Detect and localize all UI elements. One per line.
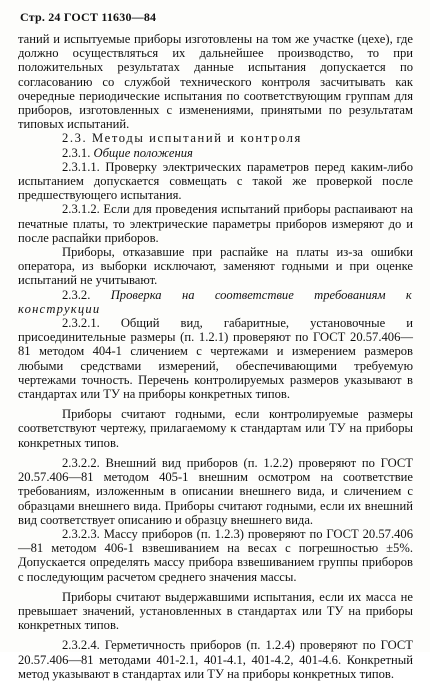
- paragraph-2-3-2-1: 2.3.2.1. Общий вид, габаритные, установочные и присоединительные размеры (п. 1.2.1) проверяют по ГОСТ 20.57.406—81 методом 404-1 сличением с чертежами и измерением размеров любыми средствами измерений, обеспечивающими требуемую чертежами точность. Перечень контролируемых размеров указывают в стандартах или ТУ на приборы конкретных типов.: [18, 316, 413, 402]
- page-header: [20, 10, 156, 25]
- paragraph-2-3-2-3-note: Приборы считают выдержавшими испытания, если их масса не превышает значений, установленных в стандартах или ТУ на приборы конкретных типов.: [18, 589, 413, 633]
- subsection-title: Общие положения: [93, 145, 193, 160]
- subsection-number: 2.3.2.: [62, 287, 91, 302]
- paragraph-2-3-2-1-note: Приборы считают годными, если контролируемые размеры соответствуют чертежу, прилагаемому к стандартам или ТУ на приборы конкретных типов.: [18, 407, 413, 450]
- subsection-title-a: Проверка на соответствие требованиям: [110, 287, 386, 302]
- paragraph-continuation: таний и испытуемые приборы изготовлены на том же участке (цехе), где должно осуществляться их дальнейшее производство, то при положительных результатах данные испытания допускается по согласованию со службой технического контроля засчитывать как очередные периодические испытания по соответствующим группам для приборов, изготовленных с изменениями, принятыми по результатам типовых испытаний.: [18, 32, 413, 132]
- page-number: Стр. 24: [20, 10, 61, 24]
- subsection-heading-2-3-2: [18, 288, 413, 316]
- section-title: Методы испытаний и контроля: [92, 131, 302, 146]
- subsection-title-b: к конструкции: [18, 287, 413, 316]
- paragraph-2-3-2-2: 2.3.2.2. Внешний вид приборов (п. 1.2.2) проверяют по ГОСТ 20.57.406—81 методом 405-1 внешним осмотром на соответствие требованиям, изложенным в описании внешнего вида, и сличением с образцами внешнего вида. Приборы считают годными, если их внешний вид соответствует описанию и образцу внешнего вида.: [18, 455, 413, 527]
- subsection-heading-2-3-1: [18, 146, 413, 160]
- paragraph-2-3-1-1: 2.3.1.1. Проверку электрических параметров перед каким-либо испытанием допускается совмещать с такой же проверкой после предшествующего испытания.: [18, 159, 413, 203]
- document-body: [18, 32, 413, 681]
- paragraph-2-3-2-3: 2.3.2.3. Массу приборов (п. 1.2.3) проверяют по ГОСТ 20.57.406—81 методом 406-1 взвешиванием на весах с погрешностью ±5%. Допускается определять массу прибора взвешиванием группы приборов с последующим расчетом среднего значения массы.: [18, 526, 413, 584]
- paragraph-2-3-1-2: 2.3.1.2. Если для проведения испытаний приборы распаивают на печатные платы, то электрические параметры приборов измеряют до и после распайки приборов.: [18, 202, 413, 245]
- subsection-number: 2.3.1.: [62, 145, 91, 160]
- section-number: 2.3.: [62, 131, 88, 146]
- paragraph-2-3-1-2-note: Приборы, отказавшие при распайке на платы из-за ошибки оператора, из выборки исключают, заменяют годными и при оценке испытаний не учитывают.: [18, 245, 413, 288]
- standard-code: ГОСТ 11630—84: [63, 10, 157, 24]
- section-heading-2-3: [18, 131, 413, 145]
- paragraph-2-3-2-4: 2.3.2.4. Герметичность приборов (п. 1.2.4) проверяют по ГОСТ 20.57.406—81 методами 401-2.1, 401-4.1, 401-4.2, 401-4.6. Конкретный метод указывают в стандартах или ТУ на приборы конкретных типов.: [18, 638, 413, 681]
